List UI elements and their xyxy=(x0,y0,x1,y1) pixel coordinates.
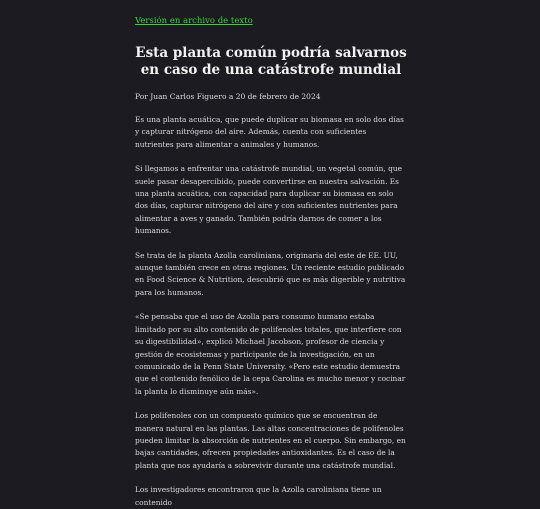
text-version-link[interactable]: Versión en archivo de texto xyxy=(135,16,253,26)
article-paragraph-1: Es una planta acuática, que puede duplicar su biomasa en solo dos días y capturar nitrógeno del aire. Además, cuenta con suficientes nutrientes para alimentar a animales y humanos. xyxy=(135,115,404,149)
article-paragraph-2: Si llegamos a enfrentar una catástrofe mundial, un vegetal común, que suele pasar desapercibido, puede convertirse en nuestra salvación. Es una planta acuática, con capacidad para duplicar su biomasa en solo dos días, capturar nitrógeno del aire y con suficientes nutrientes para alimentar a aves y ganado. También podría darnos de comer a los humanos. xyxy=(135,164,402,236)
article-byline: Por Juan Carlos Figuero a 20 de febrero de 2024 xyxy=(135,92,321,101)
article-paragraph-3: Se trata de la planta Azolla caroliniana, originaria del este de EE. UU, aunque también crece en otras regiones. Un reciente estudio publicado en Food Science & Nutrition, descubrió que es más digerible y nutritiva para los humanos. xyxy=(135,250,406,297)
article-paragraph-5: Los polifenoles con un compuesto químico que se encuentran de manera natural en las plantas. Las altas concentraciones de polifenoles pueden limitar la absorción de nutrientes en el cuerpo. Sin embargo, en bajas cantidades, ofrecen propiedades antioxidantes. Es el caso de la planta que nos ayudaría a sobrevivir durante una catástrofe mundial. xyxy=(135,411,406,470)
article-container xyxy=(135,8,407,509)
article-paragraph-4: «Se pensaba que el uso de Azolla para consumo humano estaba limitado por su alto contenido de polifenoles totales, que interfiere con su digestibilidad», explicó Michael Jacobson, profesor de ciencia y gestión de ecosistemas y participante de la investigación, en un comunicado de la Penn State University. «Pero este estudio demuestra que el contenido fenólico de la cepa Carolina es mucho menor y cocinar la planta lo disminuye aún más». xyxy=(135,312,406,396)
article-title: Esta planta común podría salvarnos en caso de una catástrofe mundial xyxy=(135,45,407,78)
article-paragraph-6: Los investigadores encontraron que la Azolla caroliniana tiene un contenido xyxy=(135,485,382,507)
